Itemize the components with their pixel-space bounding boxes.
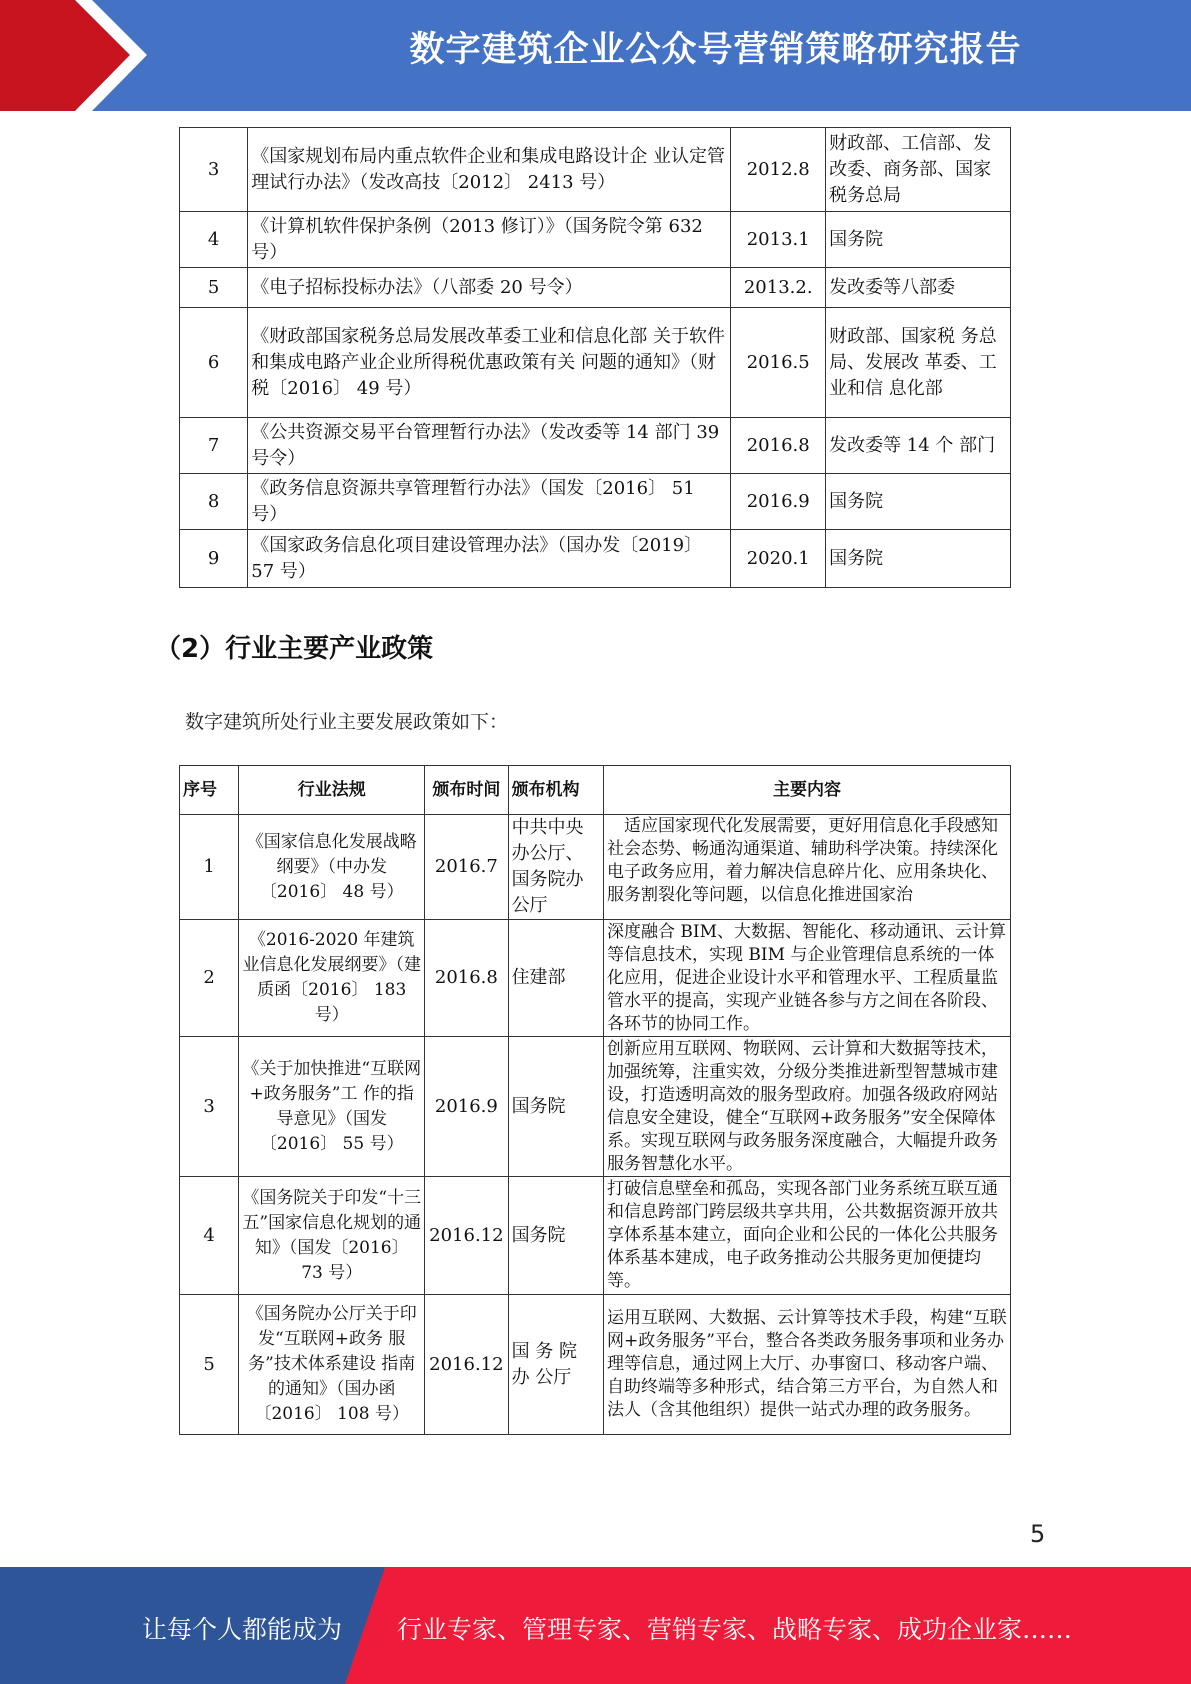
- issue-date: 2016.12: [425, 1295, 508, 1435]
- row-number: 2: [180, 920, 239, 1037]
- issue-date: 2013.1: [731, 212, 826, 268]
- law-name: 《政务信息资源共享管理暂行办法》（国发〔2016〕 51 号）: [248, 474, 731, 530]
- table-row: [180, 1177, 1011, 1295]
- issuing-org: 财政部、工信部、发改委、商务部、国家税务总局: [826, 128, 1011, 212]
- law-name: 《计算机软件保护条例（2013 修订）》（国务院令第 632 号）: [248, 212, 731, 268]
- issue-date: 2016.12: [425, 1177, 508, 1295]
- issuing-org: 国务院: [826, 530, 1011, 588]
- law-name: 《2016-2020 年建筑 业信息化发展纲要》（建质函〔2016〕 183 号）: [239, 920, 425, 1037]
- issuing-org: 发改委等 14 个 部门: [826, 418, 1011, 474]
- issue-date: 2016.9: [425, 1037, 508, 1177]
- issue-date: 2016.8: [731, 418, 826, 474]
- issuing-org: 财政部、国家税 务总局、发展改 革委、工业和信 息化部: [826, 308, 1011, 418]
- industry-policy-table: [179, 765, 1011, 1435]
- header-arrow-decoration: [0, 0, 240, 111]
- issue-date: 2016.8: [425, 920, 508, 1037]
- row-number: 8: [180, 474, 248, 530]
- issue-date: 2016.9: [731, 474, 826, 530]
- header-org: 颁布机构: [508, 766, 603, 815]
- main-content: 运用互联网、大数据、云计算等技术手段，构建“互联网+政务服务”平台，整合各类政务服务事项和业务办理等信息，通过网上大厅、办事窗口、移动客户端、自助终端等多种形式，结合第三方平台，为自然人和法人（含其他组织）提供一站式办理的政务服务。: [604, 1295, 1011, 1435]
- row-number: 3: [180, 1037, 239, 1177]
- issue-date: 2016.7: [425, 815, 508, 920]
- law-name: 《财政部国家税务总局发展改革委工业和信息化部 关于软件和集成电路产业企业所得税优惠政策有关 问题的通知》（财税〔2016〕 49 号）: [248, 308, 731, 418]
- table-row: [180, 268, 1011, 308]
- issue-date: 2013.2.: [731, 268, 826, 308]
- issuing-org: 国务院: [508, 1177, 603, 1295]
- law-name: 《国务院办公厅关于印发“互联网+政务 服务”技术体系建设 指南的通知》（国办函〔2016〕 108 号）: [239, 1295, 425, 1435]
- row-number: 3: [180, 128, 248, 212]
- issue-date: 2020.1: [731, 530, 826, 588]
- issue-date: 2016.5: [731, 308, 826, 418]
- main-content: 打破信息壁垒和孤岛，实现各部门业务系统互联互通和信息跨部门跨层级共享共用，公共数据资源开放共享体系基本建立，面向企业和公民的一体化公共服务体系基本建成，电子政务推动公共服务更加便捷均等。: [604, 1177, 1011, 1295]
- table-row: [180, 815, 1011, 920]
- issuing-org: 国务院: [508, 1037, 603, 1177]
- header-law: 行业法规: [239, 766, 425, 815]
- main-content: 深度融合 BIM、大数据、智能化、移动通讯、云计算等信息技术，实现 BIM 与企业管理信息系统的一体化应用，促进企业设计水平和管理水平、工程质量监管水平的提高，实现产业链各参与方之间在各阶段、各环节的协同工作。: [604, 920, 1011, 1037]
- page-number: 5: [1030, 1520, 1046, 1548]
- footer-slogan-right: 行业专家、管理专家、营销专家、战略专家、成功企业家……: [397, 1615, 1073, 1644]
- footer-slogan-left: 让每个人都能成为: [142, 1615, 343, 1644]
- row-number: 7: [180, 418, 248, 474]
- table-row: [180, 530, 1011, 588]
- main-content: 创新应用互联网、物联网、云计算和大数据等技术，加强统筹，注重实效，分级分类推进新型智慧城市建设，打造透明高效的服务型政府。加强各级政府网站信息安全建设，健全“互联网+政务服务”安全保障体系。实现互联网与政务服务深度融合，大幅提升政务服务智慧化水平。: [604, 1037, 1011, 1177]
- issuing-org: 国 务 院 办 公厅: [508, 1295, 603, 1435]
- page-header: [0, 0, 1191, 111]
- law-name: 《公共资源交易平台管理暂行办法》（发改委等 14 部门 39 号令）: [248, 418, 731, 474]
- row-number: 4: [180, 1177, 239, 1295]
- table-row: [180, 212, 1011, 268]
- issuing-org: 国务院: [826, 474, 1011, 530]
- table-row: [180, 1295, 1011, 1435]
- law-name: 《国家政务信息化项目建设管理办法》（国办发〔2019〕 57 号）: [248, 530, 731, 588]
- law-name: 《国家规划布局内重点软件企业和集成电路设计企 业认定管理试行办法》（发改高技〔2012〕 2413 号）: [248, 128, 731, 212]
- header-content: 主要内容: [604, 766, 1011, 815]
- table-row: [180, 1037, 1011, 1177]
- law-name: 《关于加快推进“互联网+政务服务”工 作的指导意见》（国发〔2016〕 55 号）: [239, 1037, 425, 1177]
- table-row: [180, 308, 1011, 418]
- main-content: 适应国家现代化发展需要，更好用信息化手段感知社会态势、畅通沟通渠道、辅助科学决策。持续深化电子政务应用，着力解决信息碎片化、应用条块化、服务割裂化等问题，以信息化推进国家治: [607, 816, 999, 905]
- header-date: 颁布时间: [425, 766, 508, 815]
- table-row: [180, 920, 1011, 1037]
- section-heading: （2）行业主要产业政策: [155, 634, 434, 664]
- law-name: 《国家信息化发展战略纲要》（中办发〔2016〕 48 号）: [239, 815, 425, 920]
- issuing-org: 国务院: [826, 212, 1011, 268]
- table-row: [180, 474, 1011, 530]
- issuing-org: 发改委等八部委: [826, 268, 1011, 308]
- table-header-row: [180, 766, 1011, 815]
- issuing-org: 住建部: [508, 920, 603, 1037]
- page-footer: [0, 1567, 1191, 1684]
- report-title: 数字建筑企业公众号营销策略研究报告: [409, 30, 1022, 70]
- section-intro: 数字建筑所处行业主要发展政策如下：: [185, 711, 509, 733]
- header-num: 序号: [180, 766, 239, 815]
- law-name: 《电子招标投标办法》（八部委 20 号令）: [248, 268, 731, 308]
- row-number: 9: [180, 530, 248, 588]
- main-content-cell: [604, 815, 1011, 920]
- policy-table-continued: [179, 127, 1011, 588]
- row-number: 1: [180, 815, 239, 920]
- table-row: [180, 418, 1011, 474]
- issue-date: 2012.8: [731, 128, 826, 212]
- table-row: [180, 128, 1011, 212]
- row-number: 5: [180, 1295, 239, 1435]
- issuing-org: 中共中央办公厅、国务院办公厅: [508, 815, 603, 920]
- row-number: 5: [180, 268, 248, 308]
- row-number: 4: [180, 212, 248, 268]
- law-name: 《国务院关于印发“十三五”国家信息化规划的通知》（国发〔2016〕 73 号）: [239, 1177, 425, 1295]
- row-number: 6: [180, 308, 248, 418]
